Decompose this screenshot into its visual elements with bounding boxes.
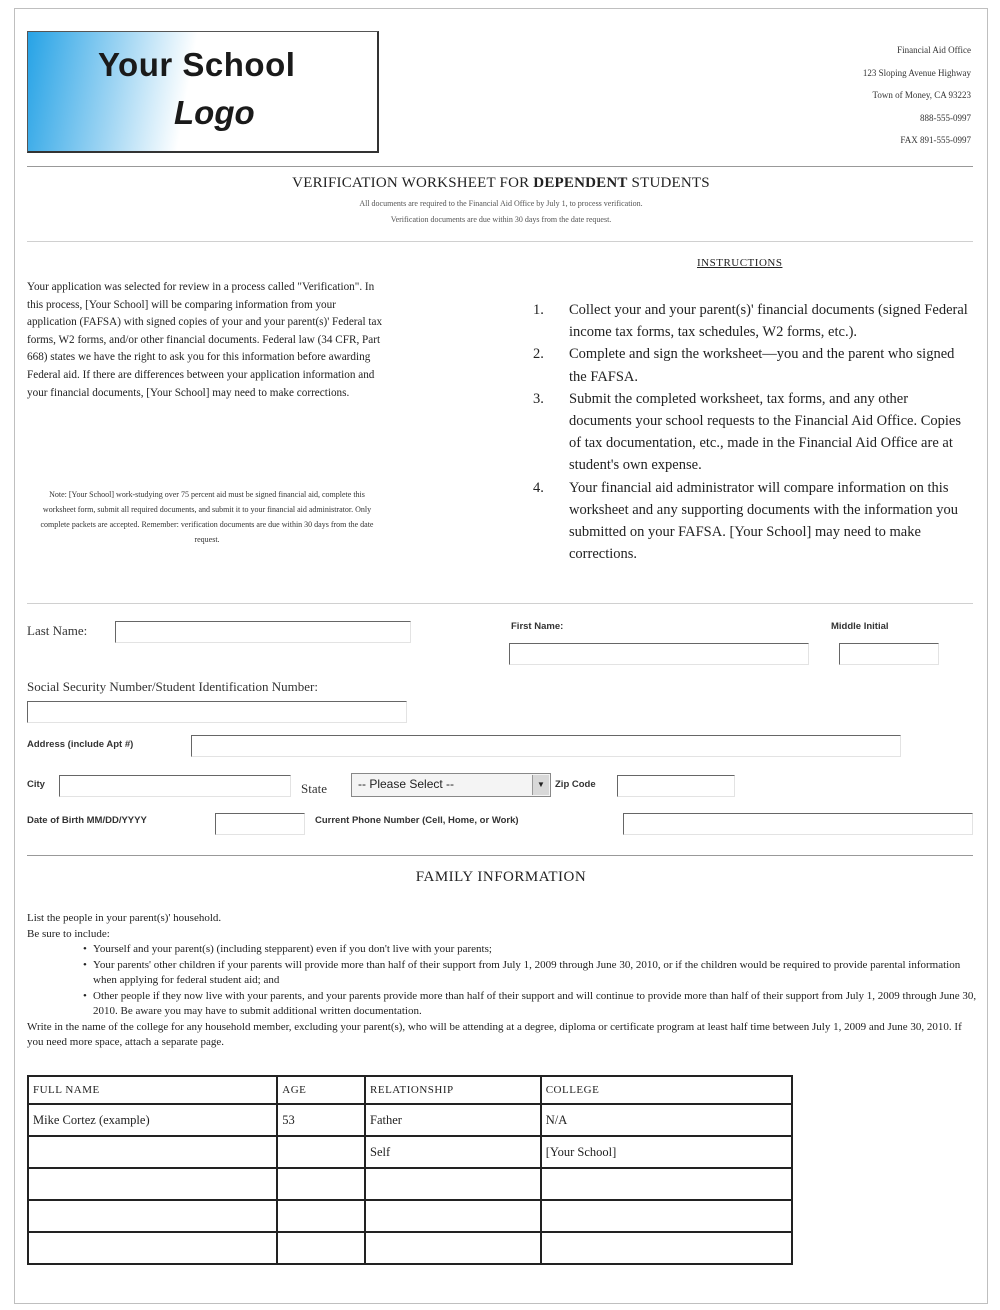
full-name-cell[interactable] <box>28 1168 277 1200</box>
college-cell[interactable] <box>541 1168 792 1200</box>
office-address <box>731 39 971 152</box>
family-bullet: • Other people if they now live with your parents, and your parents provide more than half of their support and will continue to provide more than half of their support from July 1, 2009 through June 30, 2010. Be aware you may have to submit additional written documentation. <box>83 989 977 1020</box>
family-include-label: Be sure to include: <box>27 927 110 940</box>
age-cell[interactable] <box>277 1232 365 1264</box>
zip-label: Zip Code <box>555 779 596 790</box>
divider <box>27 241 973 242</box>
table-row <box>28 1232 792 1264</box>
dob-input[interactable] <box>215 813 305 835</box>
age-cell: 53 <box>277 1104 365 1136</box>
table-row <box>28 1104 792 1136</box>
logo-line-2: Logo <box>174 94 255 131</box>
relationship-cell[interactable] <box>365 1168 541 1200</box>
instructions-list <box>529 299 969 565</box>
family-table <box>27 1075 793 1265</box>
table-header-row <box>28 1076 792 1104</box>
ssn-label: Social Security Number/Student Identification Number: <box>27 679 318 694</box>
full-name-cell[interactable] <box>28 1200 277 1232</box>
logo-line-1: Your School <box>98 46 296 83</box>
note-paragraph: Note: [Your School] work-studying over 75 percent aid must be signed financial aid, complete this worksheet form, submit all required documents, and submit it to your financial aid administrator. Only complete packets are accepted. Remember: verification documents are due within 30 days from the date request. <box>40 490 374 544</box>
relationship-cell[interactable] <box>365 1232 541 1264</box>
full-name-cell[interactable] <box>28 1136 277 1168</box>
age-cell[interactable] <box>277 1168 365 1200</box>
instructions-heading: INSTRUCTIONS <box>697 257 783 269</box>
city-label: City <box>27 779 45 790</box>
first-name-label: First Name: <box>511 621 564 632</box>
address-label: Address (include Apt #) <box>27 739 134 750</box>
table-row <box>28 1136 792 1168</box>
age-cell[interactable] <box>277 1136 365 1168</box>
family-instructions <box>27 911 977 1051</box>
instruction-step: 4. Your financial aid administrator will compare information on this worksheet and any supporting documents with the information you submitted on your FAFSA. [Your School] may need to make corrections. <box>533 479 959 563</box>
table-row <box>28 1168 792 1200</box>
city-input[interactable] <box>59 775 291 797</box>
address-line: 123 Sloping Avenue Highway <box>862 67 971 78</box>
phone-label: Current Phone Number (Cell, Home, or Work) <box>315 815 519 826</box>
column-header-full-name: FULL NAME <box>28 1076 277 1104</box>
college-cell: N/A <box>541 1104 792 1136</box>
instruction-step: 3. Submit the completed worksheet, tax forms, and any other documents your school requests to the Financial Aid Office. Copies of tax documentation, etc., made in the Financial Aid Office are at student's own expense. <box>533 390 961 474</box>
family-bullet: • Yourself and your parent(s) (including stepparent) even if you don't live with your parents; <box>83 942 977 958</box>
address-line: Financial Aid Office <box>897 45 971 55</box>
zip-input[interactable] <box>617 775 735 797</box>
address-line: FAX 891-555-0997 <box>900 135 971 145</box>
full-name-cell: Mike Cortez (example) <box>28 1104 277 1136</box>
college-note: Write in the name of the college for any household member, excluding your parent(s), who will be attending at a degree, diploma or certificate program at least half time between July 1, 2009 and June 30, 2010. If you need more space, attach a separate page. <box>27 1020 962 1048</box>
page-title: VERIFICATION WORKSHEET FOR DEPENDENT STUDENTS <box>292 175 710 191</box>
relationship-cell: Father <box>365 1104 541 1136</box>
worksheet-page <box>14 8 988 1304</box>
school-logo <box>27 31 379 153</box>
family-bullet: • Your parents' other children if your parents will provide more than half of their support from July 1, 2009 through June 30, 2010, or if the children would be required to provide parental information when applying for federal student aid; and <box>83 958 977 989</box>
column-header-age: AGE <box>277 1076 365 1104</box>
column-header-college: COLLEGE <box>541 1076 792 1104</box>
middle-initial-label: Middle Initial <box>831 621 889 632</box>
subtitle-line: Verification documents are due within 30 days from the date request. <box>390 215 612 224</box>
phone-input[interactable] <box>623 813 973 835</box>
state-select-value: -- Please Select -- <box>358 777 455 791</box>
chevron-down-icon[interactable]: ▼ <box>532 775 549 795</box>
last-name-input[interactable] <box>115 621 411 643</box>
address-input[interactable] <box>191 735 901 757</box>
divider <box>27 166 973 167</box>
first-name-input[interactable] <box>509 643 809 665</box>
last-name-label: Last Name: <box>27 623 88 638</box>
relationship-cell[interactable]: Self <box>365 1136 541 1168</box>
middle-initial-input[interactable] <box>839 643 939 665</box>
state-label: State <box>301 781 327 796</box>
family-lead: List the people in your parent(s)' household. <box>27 912 222 924</box>
relationship-cell[interactable] <box>365 1200 541 1232</box>
college-cell[interactable]: [Your School] <box>541 1136 792 1168</box>
divider <box>27 603 973 604</box>
column-header-relationship: RELATIONSHIP <box>365 1076 541 1104</box>
full-name-cell[interactable] <box>28 1232 277 1264</box>
instruction-step: 2. Complete and sign the worksheet—you and the parent who signed the FAFSA. <box>533 346 955 385</box>
age-cell[interactable] <box>277 1200 365 1232</box>
dob-label: Date of Birth MM/DD/YYYY <box>27 815 147 826</box>
family-bullet-list <box>83 942 977 1020</box>
address-line: 888-555-0997 <box>920 112 971 123</box>
college-cell[interactable] <box>541 1200 792 1232</box>
college-cell[interactable] <box>541 1232 792 1264</box>
family-section-title: FAMILY INFORMATION <box>415 869 587 885</box>
subtitle-line: All documents are required to the Financial Aid Office by July 1, to process verification. <box>359 199 643 208</box>
divider <box>27 855 973 856</box>
ssn-input[interactable] <box>27 701 407 723</box>
table-row <box>28 1200 792 1232</box>
state-select[interactable] <box>351 773 551 797</box>
address-line: Town of Money, CA 93223 <box>872 90 971 100</box>
intro-paragraph: Your application was selected for review in a process called "Verification". In this process, [Your School] will be comparing information from your application (FAFSA) with signed copies of your and your parent(s)' Federal tax forms, W2 forms, and/or other financial documents. Federal law (34 CFR, Part 668) states we have the right to ask you for this information before awarding Federal aid. If there are differences between your application information and your financial documents, [Your School] may need to make corrections. <box>27 281 383 399</box>
instruction-step: 1. Collect your and your parent(s)' financial documents (signed Federal income tax forms, tax schedules, W2 forms, etc.). <box>533 302 968 341</box>
